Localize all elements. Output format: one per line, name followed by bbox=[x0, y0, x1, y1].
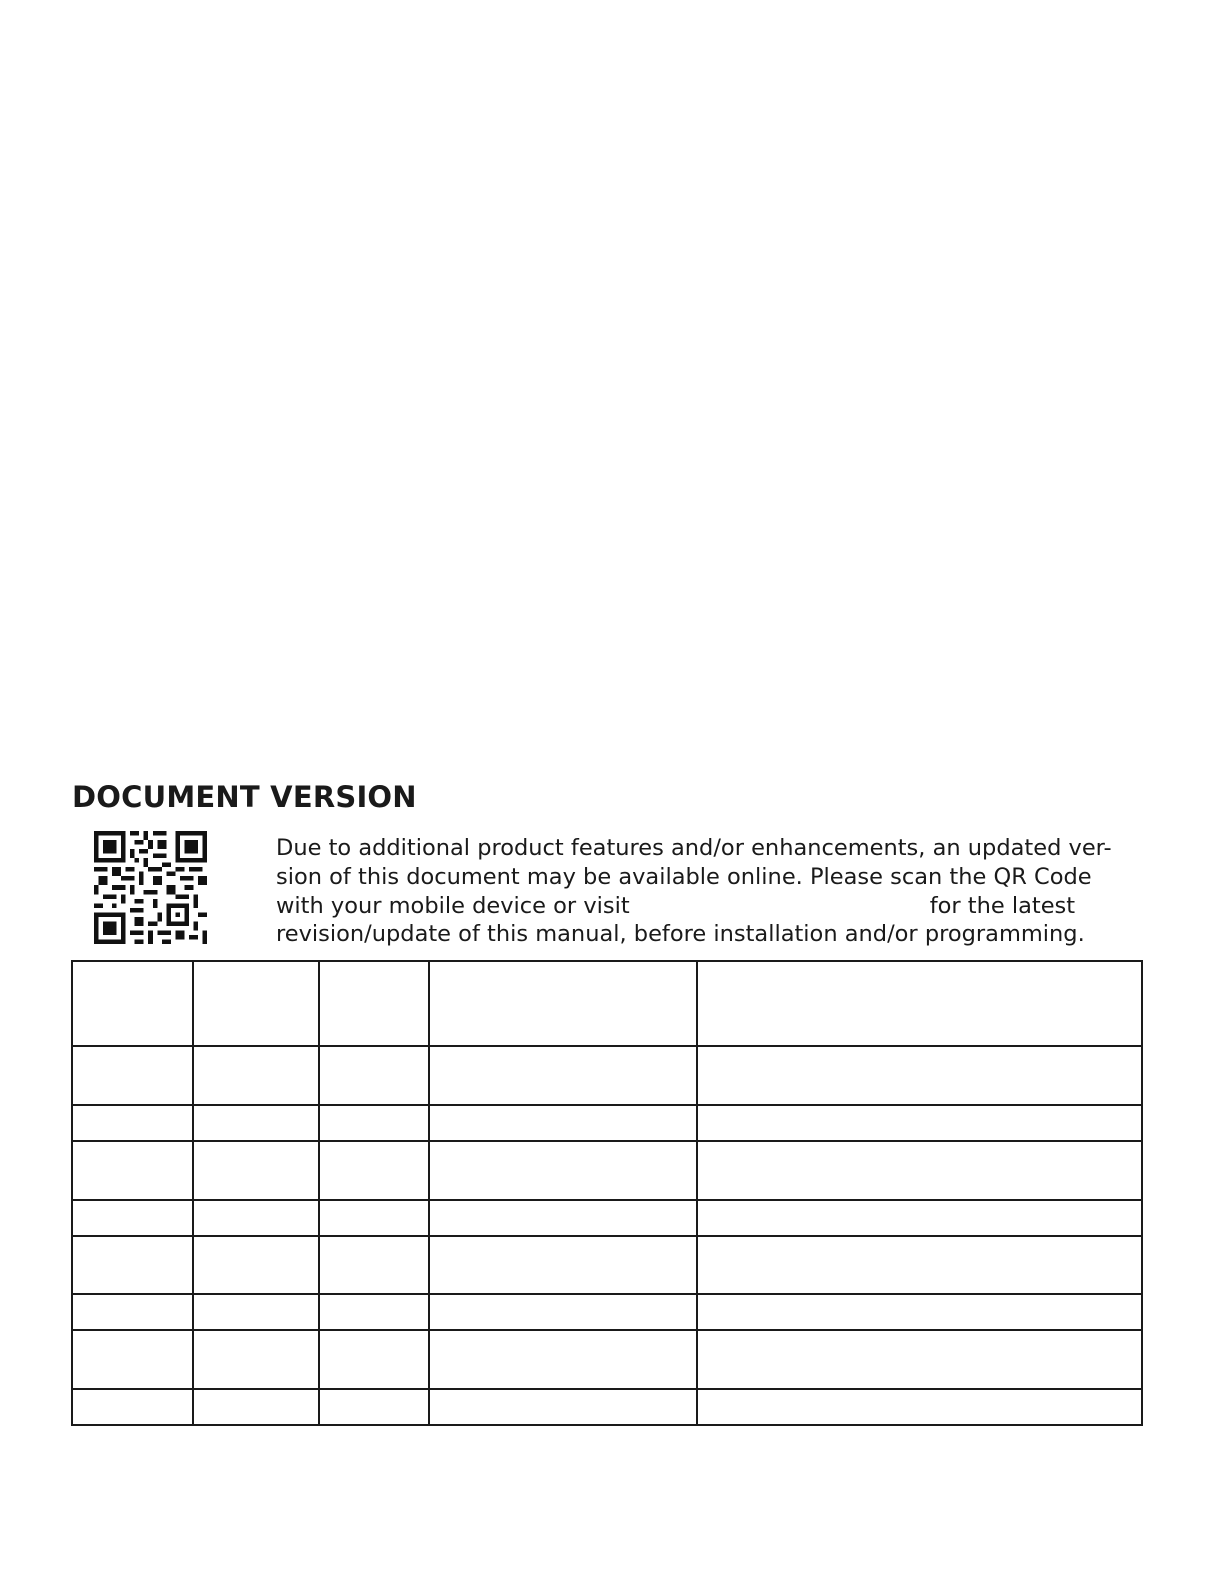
table-cell bbox=[697, 1330, 1142, 1389]
table-cell bbox=[72, 1330, 193, 1389]
table-cell bbox=[319, 1046, 429, 1105]
table-cell bbox=[193, 1389, 319, 1425]
table-header-row bbox=[72, 961, 1142, 1046]
table-cell bbox=[193, 1141, 319, 1200]
table-row bbox=[72, 1389, 1142, 1425]
table-cell bbox=[72, 1046, 193, 1105]
table-cell bbox=[429, 1141, 697, 1200]
table-row bbox=[72, 1200, 1142, 1236]
table-cell bbox=[319, 1330, 429, 1389]
table-cell bbox=[697, 1105, 1142, 1141]
table-cell bbox=[429, 1105, 697, 1141]
table-cell bbox=[72, 1389, 193, 1425]
section-title: DOCUMENT VERSION bbox=[72, 780, 417, 814]
table-cell bbox=[429, 1294, 697, 1330]
table-cell bbox=[429, 1389, 697, 1425]
table-cell bbox=[193, 1330, 319, 1389]
intro-line: Due to additional product features and/or enhancements, an updated ver- bbox=[276, 835, 1112, 861]
table-cell bbox=[697, 1141, 1142, 1200]
table-cell bbox=[429, 961, 697, 1046]
table-cell bbox=[319, 961, 429, 1046]
table-cell bbox=[697, 1389, 1142, 1425]
table-cell bbox=[429, 1200, 697, 1236]
table-cell bbox=[72, 1141, 193, 1200]
table-cell bbox=[72, 961, 193, 1046]
table-cell bbox=[193, 1294, 319, 1330]
table-cell bbox=[193, 1200, 319, 1236]
table-row bbox=[72, 1141, 1142, 1200]
table-row bbox=[72, 1236, 1142, 1295]
table-cell bbox=[697, 1294, 1142, 1330]
table-cell bbox=[319, 1200, 429, 1236]
table-cell bbox=[193, 961, 319, 1046]
intro-text-after-link: for the latest bbox=[929, 892, 1076, 919]
table-cell bbox=[697, 1200, 1142, 1236]
intro-text-before-link: with your mobile device or visit bbox=[276, 892, 630, 919]
table-cell bbox=[193, 1046, 319, 1105]
table-row bbox=[72, 1330, 1142, 1389]
table-cell bbox=[72, 1236, 193, 1295]
intro-paragraph bbox=[276, 834, 1146, 949]
table-cell bbox=[429, 1330, 697, 1389]
intro-line bbox=[276, 892, 1146, 921]
table-cell bbox=[319, 1294, 429, 1330]
table-cell bbox=[193, 1105, 319, 1141]
intro-line: revision/update of this manual, before installation and/or programming. bbox=[276, 921, 1085, 948]
table-cell bbox=[429, 1236, 697, 1295]
table-cell bbox=[319, 1389, 429, 1425]
table-cell bbox=[193, 1236, 319, 1295]
table-cell bbox=[429, 1046, 697, 1105]
document-version-table bbox=[71, 960, 1143, 1426]
table-cell bbox=[697, 1236, 1142, 1295]
table-row bbox=[72, 1294, 1142, 1330]
table-cell bbox=[697, 961, 1142, 1046]
table-row bbox=[72, 1105, 1142, 1141]
table-cell bbox=[72, 1105, 193, 1141]
table-cell bbox=[319, 1141, 429, 1200]
table-cell bbox=[72, 1294, 193, 1330]
table-cell bbox=[697, 1046, 1142, 1105]
intro-line: sion of this document may be available online. Please scan the QR Code bbox=[276, 863, 1092, 890]
table-cell bbox=[319, 1105, 429, 1141]
table-row bbox=[72, 1046, 1142, 1105]
table-cell bbox=[319, 1236, 429, 1295]
table-cell bbox=[72, 1200, 193, 1236]
qr-code-icon bbox=[94, 831, 207, 944]
